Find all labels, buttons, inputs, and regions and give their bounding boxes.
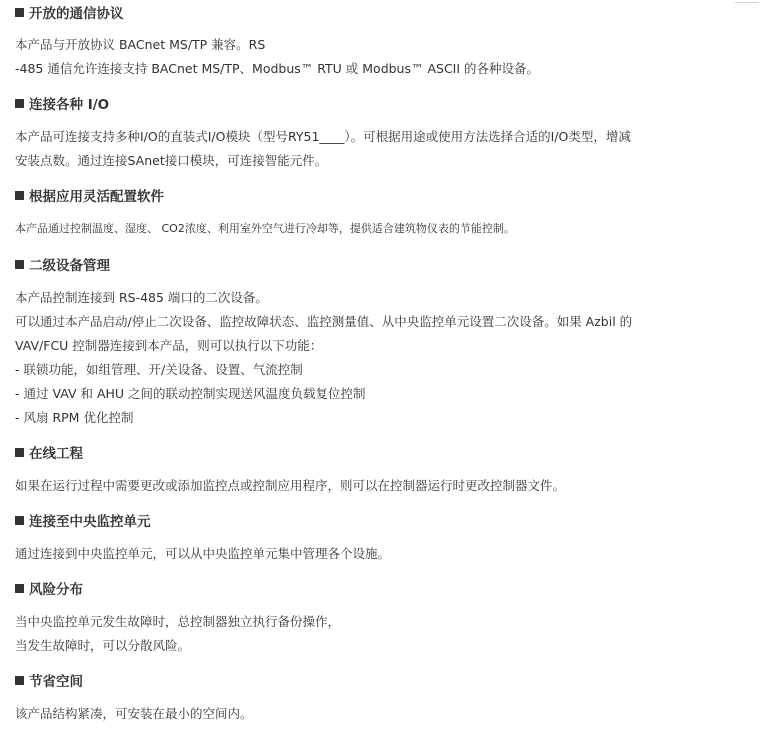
square-bullet-icon bbox=[15, 8, 24, 17]
section-body bbox=[15, 542, 390, 566]
section-central-monitoring bbox=[15, 510, 151, 530]
section-risk-distribution bbox=[15, 578, 83, 598]
body-line: VAV/FCU 控制器连接到本产品，则可以执行以下功能： bbox=[15, 338, 323, 353]
square-bullet-icon bbox=[15, 99, 24, 108]
section-title: 开放的通信协议 bbox=[29, 6, 124, 22]
section-body bbox=[15, 474, 565, 498]
square-bullet-icon bbox=[15, 676, 24, 685]
section-title: 二级设备管理 bbox=[29, 258, 110, 274]
body-line: 通过连接到中央监控单元，可以从中央监控单元集中管理各个设施。 bbox=[15, 546, 391, 561]
section-open-protocol bbox=[15, 2, 124, 22]
section-title: 风险分布 bbox=[29, 582, 83, 598]
section-heading bbox=[15, 670, 83, 690]
body-line: 如果在运行过程中需要更改或添加监控点或控制应用程序，则可以在控制器运行时更改控制器文件。 bbox=[15, 478, 566, 493]
body-line: 可以通过本产品启动/停止二次设备、监控故障状态、监控测量值、从中央监控单元设置二次设备。如果 Azbil 的 bbox=[15, 314, 633, 329]
section-body bbox=[15, 33, 539, 81]
body-line: 本产品与开放协议 BACnet MS/TP 兼容。RS bbox=[15, 37, 266, 52]
square-bullet-icon bbox=[15, 260, 24, 269]
section-title: 连接至中央监控单元 bbox=[29, 514, 151, 530]
section-heading bbox=[15, 185, 164, 205]
section-heading bbox=[15, 510, 151, 530]
section-heading bbox=[15, 2, 124, 22]
section-heading bbox=[15, 254, 110, 274]
body-line: 当发生故障时，可以分散风险。 bbox=[15, 638, 191, 653]
section-body bbox=[15, 125, 631, 173]
window-corner-divider bbox=[735, 0, 759, 3]
square-bullet-icon bbox=[15, 584, 24, 593]
body-line: 本产品可连接支持多种I/O的直装式I/O模块（型号RY51____）。可根据用途或使用方法选择合适的I/O类型，增减 bbox=[15, 129, 631, 144]
section-heading bbox=[15, 578, 83, 598]
body-line: 当中央监控单元发生故障时，总控制器独立执行备份操作， bbox=[15, 614, 341, 629]
body-line: 安装点数。通过连接SAnet接口模块，可连接智能元件。 bbox=[15, 153, 328, 168]
section-online-engineering bbox=[15, 442, 83, 462]
body-line: - 风扇 RPM 优化控制 bbox=[15, 410, 134, 425]
section-title: 连接各种 I/O bbox=[29, 97, 110, 113]
section-body bbox=[15, 286, 632, 430]
body-line: - 联锁功能，如组管理、开/关设备、设置、气流控制 bbox=[15, 362, 303, 377]
section-title: 节省空间 bbox=[29, 674, 83, 690]
section-heading bbox=[15, 93, 109, 113]
section-secondary-device bbox=[15, 254, 110, 274]
section-space-saving bbox=[15, 670, 83, 690]
section-title: 在线工程 bbox=[29, 446, 83, 462]
section-body bbox=[15, 217, 515, 241]
body-line: 本产品控制连接到 RS-485 端口的二次设备。 bbox=[15, 290, 268, 305]
section-heading bbox=[15, 442, 83, 462]
section-title: 根据应用灵活配置软件 bbox=[29, 189, 164, 205]
square-bullet-icon bbox=[15, 191, 24, 200]
body-line: - 通过 VAV 和 AHU 之间的联动控制实现送风温度负载复位控制 bbox=[15, 386, 366, 401]
section-flexible-software bbox=[15, 185, 164, 205]
body-line: 本产品通过控制温度、湿度、 CO2浓度、利用室外空气进行冷却等，提供适合建筑物仪表的节能控制。 bbox=[15, 222, 515, 235]
section-body bbox=[15, 610, 340, 658]
section-io-connection bbox=[15, 93, 109, 113]
section-body bbox=[15, 702, 253, 726]
body-line: 该产品结构紧凑，可安装在最小的空间内。 bbox=[15, 706, 253, 721]
square-bullet-icon bbox=[15, 448, 24, 457]
square-bullet-icon bbox=[15, 516, 24, 525]
body-line: -485 通信允许连接支持 BACnet MS/TP、Modbus™ RTU 或 Modbus™ ASCII 的各种设备。 bbox=[15, 61, 540, 76]
